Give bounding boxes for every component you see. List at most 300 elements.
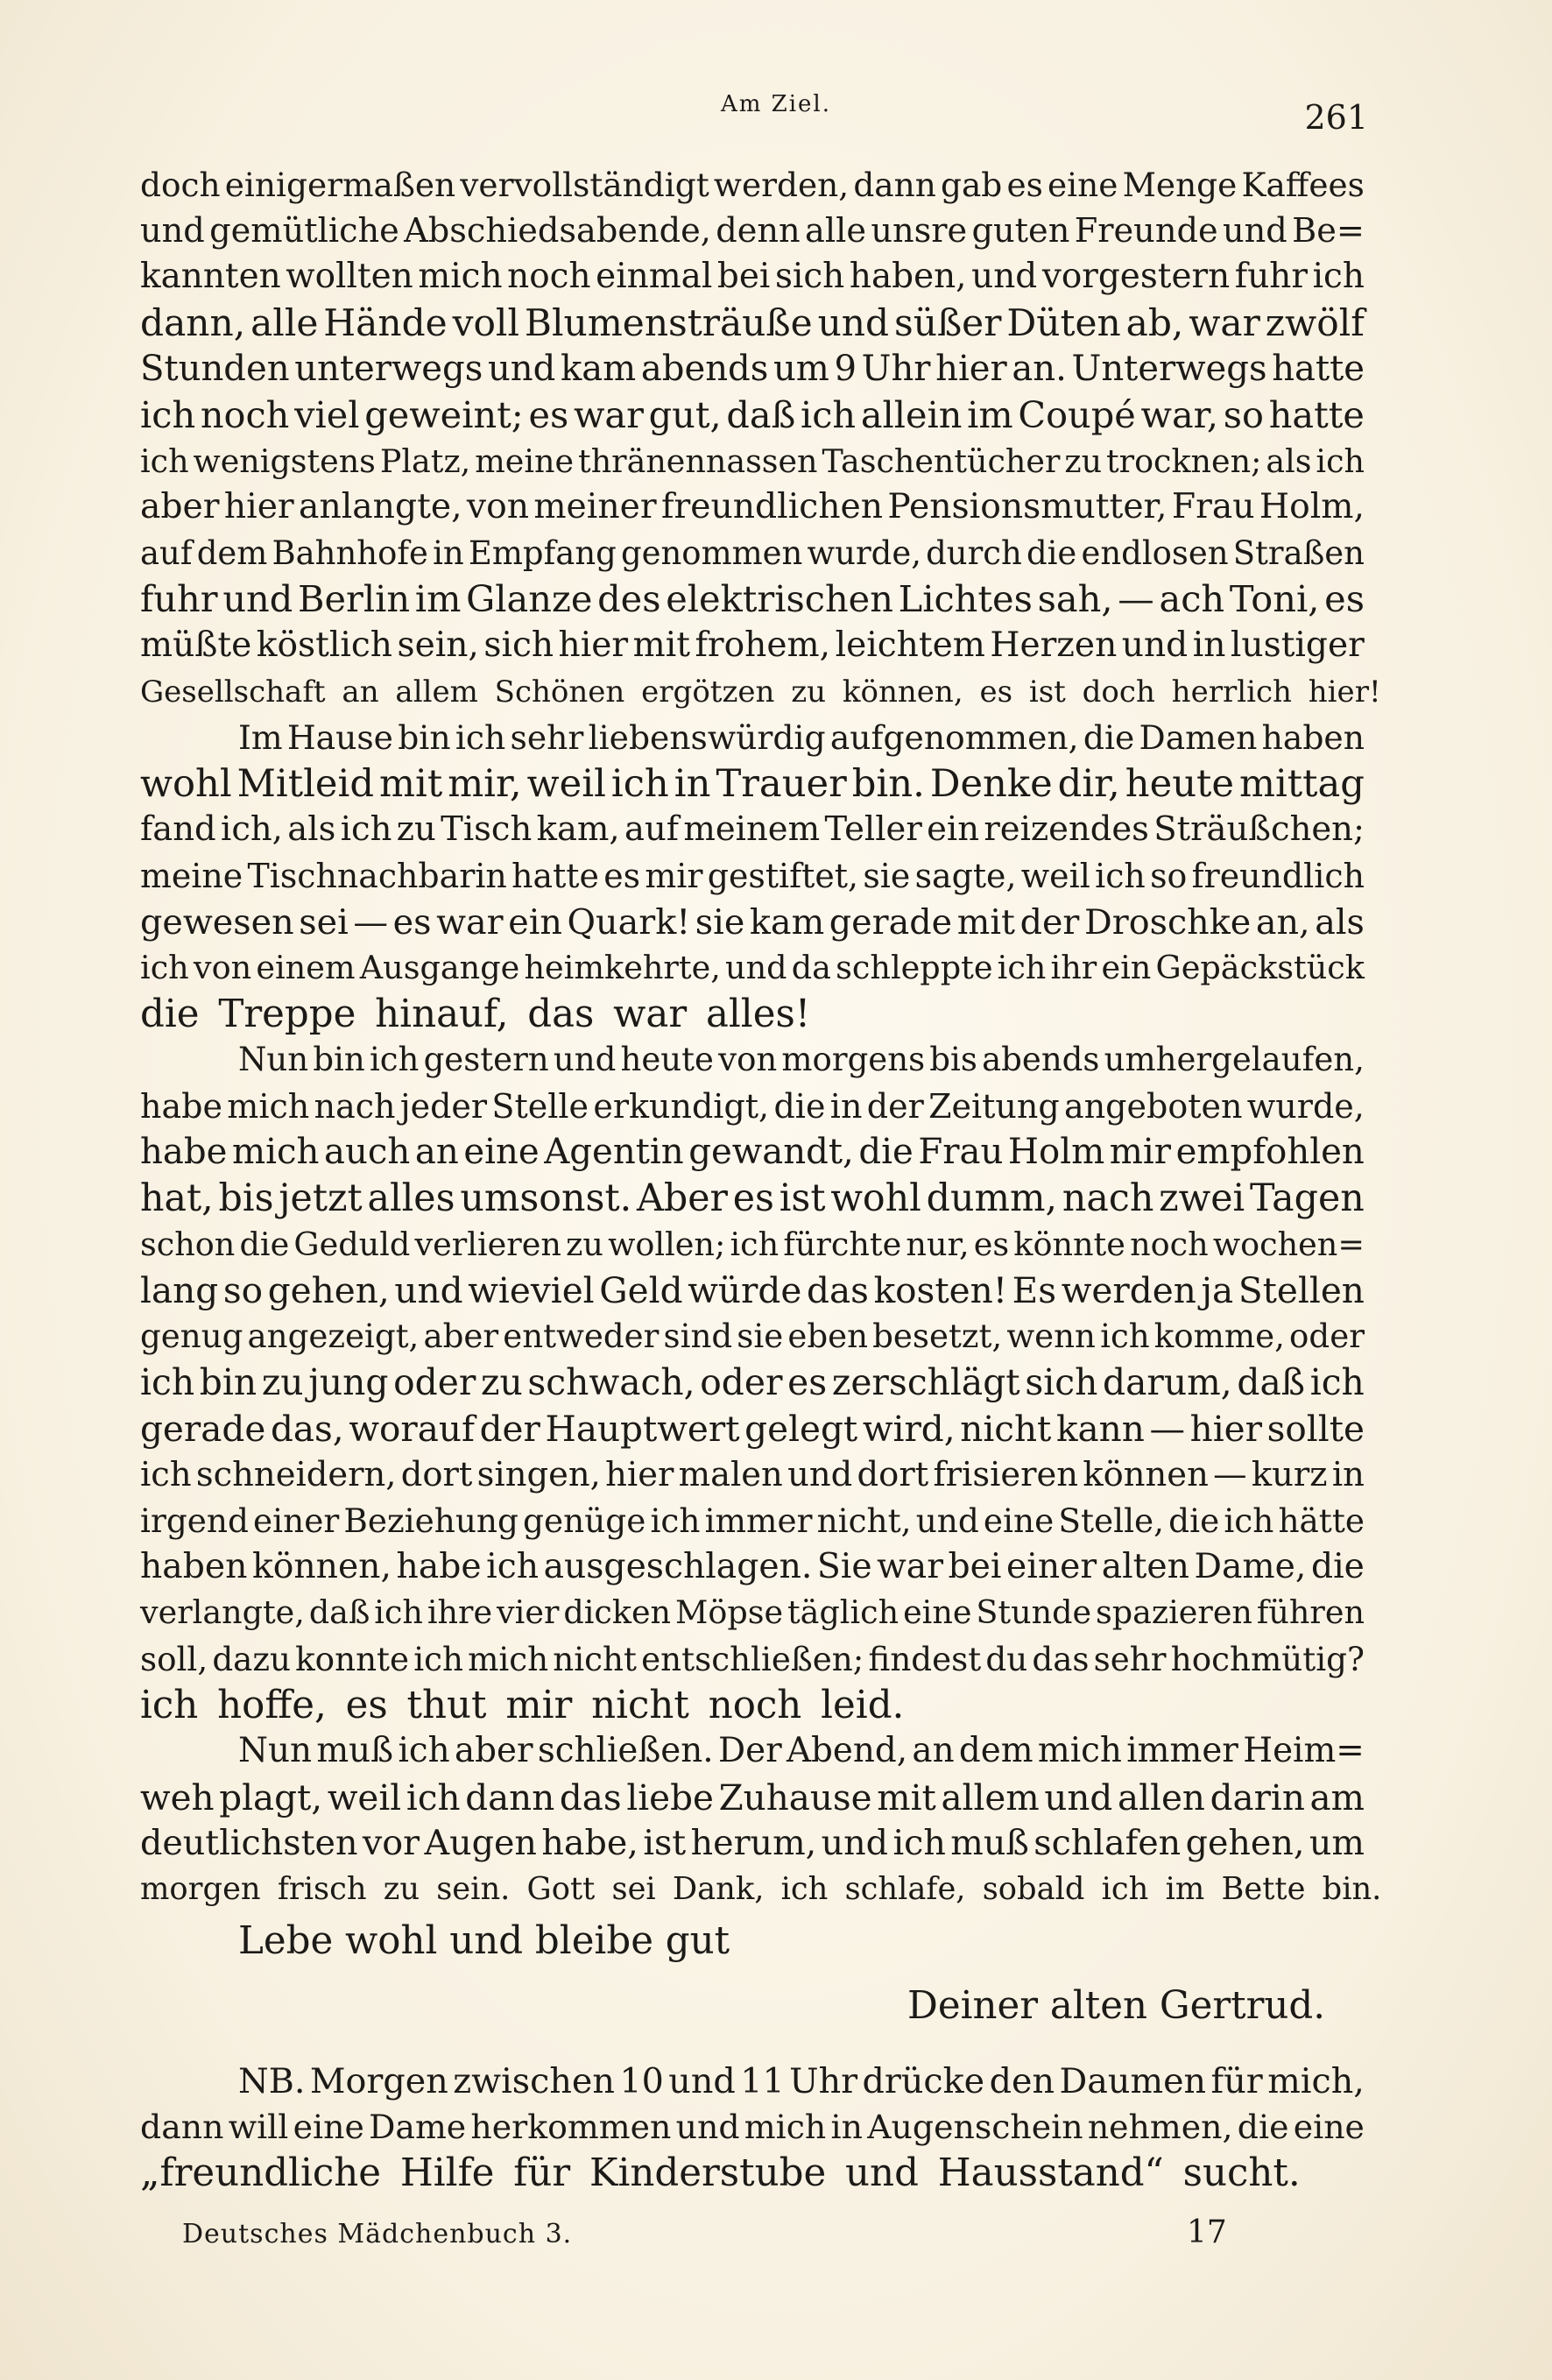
word: Hauptwert	[545, 1408, 740, 1451]
word: vor	[362, 1823, 420, 1864]
word: allein	[860, 393, 963, 436]
word: wochen=	[1212, 1225, 1365, 1263]
text-line	[140, 484, 1365, 531]
word: sollte	[1266, 1408, 1365, 1451]
word: angeboten	[1064, 1086, 1243, 1126]
word: dann	[853, 166, 936, 204]
word: noch	[200, 393, 290, 436]
word: Hände	[323, 300, 448, 344]
postscript-gap	[140, 2032, 1365, 2059]
word: eine	[903, 1593, 972, 1632]
word: Beziehung	[343, 1501, 519, 1541]
word: und	[1121, 625, 1189, 665]
word: zu	[396, 809, 436, 850]
word: dazu	[212, 1640, 291, 1678]
word: —	[1213, 1454, 1247, 1494]
word: abends	[640, 349, 769, 390]
word: täglich	[787, 1593, 899, 1632]
text-line	[140, 346, 1365, 392]
word: muß	[950, 1823, 1029, 1864]
text-line	[140, 254, 1365, 300]
text-line: morgen frisch zu sein. Gott sei Dank, ich schlafe, sobald ich im Bette bin.	[140, 1870, 1382, 1907]
word: vervollständigt	[460, 166, 709, 204]
word: zu	[261, 1361, 304, 1404]
word: als	[1266, 441, 1312, 480]
word: Toni,	[1229, 577, 1320, 621]
word: Dame	[369, 2108, 467, 2147]
word: ich	[140, 949, 189, 987]
word: Frau	[1171, 487, 1255, 527]
word: es	[528, 393, 569, 436]
word: als	[287, 809, 336, 850]
word: mich	[1037, 1731, 1122, 1771]
word: Abschiedsabende,	[404, 210, 711, 251]
word: immer	[704, 1501, 813, 1541]
text-line	[140, 1590, 1365, 1636]
page-number: 261	[1304, 98, 1368, 137]
footer-sheet-number: 17	[1187, 2214, 1227, 2250]
word: noch	[507, 257, 591, 297]
word: von	[193, 949, 252, 987]
word: habe	[396, 1546, 482, 1586]
word: ich	[1312, 257, 1365, 297]
word: irgend	[140, 1501, 249, 1541]
word: herkommen	[470, 2108, 672, 2147]
word: in	[1192, 625, 1226, 665]
word: Droschke	[1083, 901, 1252, 943]
word: mir	[1109, 1132, 1172, 1173]
word: Kaffees	[1241, 166, 1365, 204]
word: Be=	[1292, 210, 1365, 251]
word: schlafen	[1033, 1823, 1182, 1864]
text-line	[140, 2104, 1365, 2150]
postscript	[140, 2059, 1365, 2197]
text-line	[140, 1775, 1365, 1821]
farewell-line: Lebe wohl und bleibe gut	[238, 1918, 730, 1963]
word: zu	[566, 1225, 603, 1263]
text-line: „freundliche Hilfe für Kinderstube und Hausstand“ sucht.	[140, 2150, 1301, 2195]
word: schon	[140, 1225, 236, 1263]
word: eine	[293, 2108, 364, 2147]
word: ich	[455, 718, 506, 758]
word: komme,	[1153, 1317, 1285, 1355]
text-line	[140, 715, 1365, 761]
word: ich	[892, 1823, 946, 1864]
word: wenigstens	[193, 441, 376, 480]
word: in	[433, 533, 464, 572]
word: mich	[418, 257, 503, 297]
word: jung	[308, 1361, 389, 1404]
word: ausgeschlagen.	[543, 1546, 813, 1586]
word: entweder	[503, 1317, 660, 1355]
paragraph	[140, 1037, 1365, 1728]
word: voll	[452, 300, 519, 344]
word: kosten!	[873, 1269, 1008, 1312]
word: Heim=	[1243, 1731, 1365, 1771]
word: verlieren	[414, 1225, 561, 1263]
word: Nun	[238, 1731, 312, 1771]
word: mittag	[1239, 761, 1365, 806]
word: kurz	[1251, 1454, 1328, 1494]
word: würde	[688, 1269, 802, 1312]
text-line	[140, 392, 1365, 439]
text-line	[140, 1222, 1365, 1268]
word: angezeigt,	[247, 1317, 420, 1355]
word: in	[830, 2108, 863, 2147]
word: sich	[483, 625, 554, 665]
word: Holm,	[1259, 487, 1365, 527]
word: ich	[1100, 1317, 1150, 1355]
word: ich	[398, 1731, 450, 1771]
paragraphs	[140, 162, 1382, 1913]
word: gehen,	[267, 1269, 390, 1312]
word: nehmen,	[1087, 2108, 1233, 2147]
word: zwischen	[453, 2060, 615, 2101]
running-title: Am Ziel.	[720, 91, 832, 117]
word: Agentin	[544, 1132, 684, 1173]
text-line	[140, 162, 1365, 208]
word: eine	[1048, 166, 1118, 204]
word: und	[1222, 210, 1287, 251]
word: —	[353, 901, 389, 943]
word: zwei	[1159, 1176, 1245, 1221]
word: als	[1315, 901, 1365, 943]
word: elektrischen	[666, 577, 893, 621]
word: gerade	[829, 901, 953, 943]
word: konnte	[295, 1640, 410, 1678]
word: freundlich	[1191, 856, 1365, 895]
word: nur,	[906, 1225, 970, 1263]
word: hier	[1189, 1408, 1262, 1451]
word: ein	[1101, 949, 1152, 987]
word: wollen;	[608, 1225, 726, 1263]
word: kam	[560, 349, 637, 390]
word: können	[1083, 1454, 1209, 1494]
word: nach	[1062, 1176, 1154, 1221]
word: allem	[941, 1776, 1040, 1819]
word: 11	[740, 2060, 785, 2101]
word: auf	[140, 533, 193, 572]
word: mit	[877, 1776, 936, 1819]
word: Tagen	[1249, 1176, 1365, 1221]
word: es	[787, 1361, 828, 1404]
word: endlosen	[1081, 533, 1229, 572]
word: gehen,	[1185, 1823, 1305, 1864]
word: Stelle	[491, 1086, 589, 1126]
word: ein	[927, 809, 980, 850]
word: bin.	[851, 761, 925, 806]
word: und	[140, 210, 205, 251]
word: und	[1044, 1776, 1113, 1819]
word: ich	[374, 1593, 423, 1632]
word: spazieren	[1096, 1593, 1252, 1632]
word: Blumensträuße	[524, 300, 813, 344]
word: frohem,	[695, 625, 831, 665]
word: umhergelaufen,	[1104, 1041, 1365, 1079]
word: denn	[716, 210, 801, 251]
word: oder	[700, 1361, 783, 1404]
word: Berlin	[298, 577, 411, 621]
word: ist	[779, 1176, 826, 1221]
word: und	[817, 300, 890, 344]
word: und	[222, 577, 293, 621]
word: nicht	[553, 1640, 637, 1678]
word: und	[787, 1454, 853, 1494]
word: zu	[481, 1361, 523, 1404]
word: genug	[140, 1317, 243, 1355]
word: Straßen	[1232, 533, 1365, 572]
word: ich	[140, 1454, 192, 1494]
word: freundlichen	[660, 487, 884, 527]
word: und	[675, 2108, 740, 2147]
word: will	[228, 2108, 289, 2147]
word: leichtem	[835, 625, 985, 665]
word: dem	[196, 533, 268, 572]
word: allen	[1117, 1776, 1205, 1819]
word: empfohlen	[1175, 1132, 1365, 1173]
word: herum,	[690, 1823, 817, 1864]
word: sie	[737, 1317, 784, 1355]
word: mir	[645, 856, 703, 895]
word: nicht	[960, 1408, 1052, 1451]
word: darin	[1210, 1776, 1305, 1819]
word: ich	[140, 441, 189, 480]
word: Möpse	[675, 1593, 784, 1632]
word: ich	[1316, 441, 1365, 480]
word: haben	[140, 1546, 248, 1586]
word: gewesen	[140, 901, 294, 943]
word: um	[1309, 1823, 1365, 1864]
word: Zeitung	[928, 1086, 1060, 1126]
word: die	[858, 1132, 914, 1173]
word: Holm	[1007, 1132, 1105, 1173]
word: Sträußchen;	[1153, 809, 1365, 850]
word: Stellen	[1238, 1269, 1365, 1312]
word: Gepäckstück	[1155, 949, 1365, 987]
word: die	[1237, 2108, 1289, 2147]
text-line	[140, 1636, 1365, 1683]
word: liebe	[626, 1776, 714, 1819]
text-line	[140, 1314, 1365, 1360]
word: Tischnachbarin	[247, 856, 507, 895]
word: mir,	[448, 761, 522, 806]
word: Uhr	[861, 349, 931, 390]
word: Nun	[238, 1041, 309, 1079]
word: Im	[238, 718, 283, 758]
word: die	[239, 1225, 290, 1263]
word: dumm,	[926, 1176, 1058, 1221]
word: hatte	[1268, 393, 1365, 436]
word: wurde,	[807, 533, 921, 572]
word: ich	[486, 1546, 540, 1586]
word: 10	[619, 2060, 664, 2101]
word: Taschentücher	[822, 441, 1061, 480]
word: Frau	[918, 1132, 1004, 1173]
word: aufgenommen,	[829, 718, 1079, 758]
text-line: die Treppe hinauf, das war alles!	[140, 992, 811, 1036]
word: ich	[369, 1041, 420, 1079]
word: meinem	[683, 809, 821, 850]
word: mich	[227, 1086, 310, 1126]
word: singen,	[476, 1454, 601, 1494]
word: Mitleid	[236, 761, 375, 806]
word: die	[1168, 1501, 1220, 1541]
word: kam	[749, 901, 825, 943]
word: Hause	[286, 718, 393, 758]
word: worauf	[349, 1408, 475, 1451]
word: habe	[140, 1132, 228, 1173]
word: jeder	[399, 1086, 488, 1126]
word: doch	[140, 166, 221, 204]
word: gestiftet,	[707, 856, 859, 895]
word: süßer	[894, 300, 1002, 344]
word: sich	[774, 257, 845, 297]
word: im	[967, 393, 1013, 436]
word: unsre	[871, 210, 968, 251]
word: wenn	[1006, 1317, 1096, 1355]
word: schwach,	[527, 1361, 695, 1404]
word: abends	[982, 1041, 1100, 1079]
word: und	[725, 949, 787, 987]
word: den	[989, 2060, 1055, 2101]
word: drücke	[862, 2060, 985, 2101]
word: und	[553, 1041, 617, 1079]
word: heimkehrte,	[524, 949, 721, 987]
word: an	[414, 1132, 459, 1173]
word: war	[436, 901, 504, 943]
word: anlangte,	[299, 487, 462, 527]
word: noch	[1130, 1225, 1209, 1263]
word: findest	[868, 1640, 982, 1678]
word: schneidern,	[195, 1454, 397, 1494]
text-line	[140, 208, 1365, 255]
word: es	[732, 1176, 774, 1221]
word: Abend,	[786, 1731, 908, 1771]
word: Der	[717, 1731, 782, 1771]
text-line	[140, 300, 1365, 347]
word: dir,	[1057, 761, 1120, 806]
word: bis	[218, 1176, 274, 1221]
word: von	[466, 487, 529, 527]
word: da	[791, 949, 831, 987]
word: aber	[454, 1731, 533, 1771]
word: thränennassen	[578, 441, 818, 480]
word: alle	[250, 300, 319, 344]
word: Sie	[816, 1546, 872, 1586]
word: vorgestern	[1041, 257, 1231, 297]
word: des	[597, 577, 661, 621]
word: hier	[223, 487, 294, 527]
word: habe	[140, 1086, 222, 1126]
word: ab,	[1125, 300, 1184, 344]
word: Zuhause	[718, 1776, 872, 1819]
word: das,	[270, 1408, 344, 1451]
word: alles	[367, 1176, 455, 1221]
word: durch	[926, 533, 1022, 572]
word: sein,	[397, 625, 479, 665]
word: im	[414, 577, 462, 621]
word: viel	[294, 393, 360, 436]
word: es	[1324, 577, 1365, 621]
text-line	[140, 623, 1365, 669]
word: daß	[1237, 1361, 1306, 1404]
word: unterwegs	[294, 349, 483, 390]
word: und	[915, 1501, 979, 1541]
text-line	[140, 439, 1365, 485]
word: so	[1150, 856, 1188, 895]
word: gelegt	[744, 1408, 858, 1451]
word: mit	[956, 901, 1015, 943]
text-line: ich hoffe, es thut mir nicht noch leid.	[140, 1683, 905, 1727]
word: dort	[400, 1454, 473, 1494]
word: soll,	[140, 1640, 208, 1678]
word: dicken	[563, 1593, 672, 1632]
word: das	[1032, 1640, 1090, 1678]
word: um	[772, 349, 829, 390]
word: muß	[316, 1731, 394, 1771]
text-line	[140, 1037, 1365, 1084]
word: mit	[632, 625, 690, 665]
word: gemütliche	[209, 210, 399, 251]
word: genüge	[523, 1501, 646, 1541]
word: in	[829, 1086, 863, 1126]
word: ich	[610, 761, 669, 806]
word: morgens	[781, 1041, 926, 1079]
text-line	[140, 1084, 1365, 1130]
word: auf	[624, 809, 680, 850]
text-line	[140, 1820, 1365, 1867]
word: Denke	[929, 761, 1053, 806]
word: fürchte	[783, 1225, 902, 1263]
word: Düten	[1006, 300, 1121, 344]
word: deutlichsten	[140, 1823, 358, 1864]
word: sehr	[510, 718, 584, 758]
word: es	[603, 856, 641, 895]
word: zu	[1064, 441, 1103, 480]
word: Teller	[824, 809, 922, 850]
text-line	[140, 1359, 1365, 1406]
word: schleppte	[836, 949, 993, 987]
word: genommen	[620, 533, 803, 572]
word: 9	[834, 349, 857, 390]
word: sie	[863, 856, 911, 895]
word: ich	[140, 393, 196, 436]
word: heute	[620, 1041, 714, 1079]
word: zwölf	[1265, 300, 1365, 344]
word: einer	[253, 1501, 340, 1541]
word: dann	[465, 1776, 555, 1819]
word: war,	[1140, 393, 1219, 436]
word: Es	[1012, 1269, 1057, 1312]
text-line	[140, 1406, 1365, 1452]
word: reizendes	[984, 809, 1149, 850]
word: ich	[1309, 1361, 1365, 1404]
word: Stelle,	[1058, 1501, 1165, 1541]
text-line	[140, 1728, 1365, 1775]
word: Glanze	[466, 577, 593, 621]
word: bin	[313, 1041, 365, 1079]
word: ich	[140, 1361, 195, 1404]
word: dann,	[140, 300, 246, 344]
word: lustiger	[1230, 625, 1365, 665]
word: daß	[726, 393, 796, 436]
word: ich	[413, 1640, 463, 1678]
word: dem	[958, 1731, 1033, 1771]
word: sind	[663, 1317, 733, 1355]
word: entschließen;	[641, 1640, 864, 1678]
word: mich,	[1267, 2060, 1365, 2101]
word: meine	[140, 856, 243, 895]
